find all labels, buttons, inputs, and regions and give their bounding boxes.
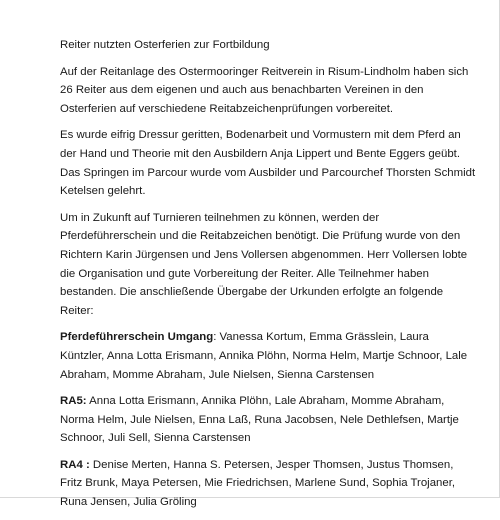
paragraph-training: Es wurde eifrig Dressur geritten, Bodenarbeit und Vormustern mit dem Pferd an der Hand und Theorie mit den Ausbildern Anja Lippert und Bente Eggers geübt. Das Springen im Parcour wurde vom Ausbilder und Parcourchef Thorsten Schmidt Ketelsen gelehrt. — [60, 129, 476, 198]
award-pferdefuehrerschein — [60, 328, 476, 384]
award-label: Pferdeführerschein Umgang — [60, 331, 214, 344]
award-names: Anna Lotta Erismann, Annika Plöhn, Lale Abraham, Momme Abraham, Norma Helm, Jule Nielsen, Enna Laß, Runa Jacobsen, Nele Dethlefsen, Martje Schnoor, Juli Sell, Sienna Carstensen — [60, 395, 459, 445]
award-names: Vanessa Kortum, Emma Grässlein, Laura Küntzler, Anna Lotta Erismann, Annika Plöhn, Norma Helm, Martje Schnoor, Lale Abraham, Momme Abraham, Jule Nielsen, Sienna Carstensen — [60, 331, 468, 381]
paragraph-intro: Auf der Reitanlage des Ostermooringer Reitverein in Risum-Lindholm haben sich 26 Reiter aus dem eigenen und auch aus benachbarten Vereinen in den Osterferien auf verschiedene Reitabzeichenprüfungen vorbereitet. — [60, 65, 469, 115]
document-title: Reiter nutzten Osterferien zur Fortbildung — [60, 39, 270, 51]
award-separator: : — [213, 331, 220, 344]
paragraph-exam: Um in Zukunft auf Turnieren teilnehmen zu können, werden der Pferdeführerschein und die Reitabzeichen benötigt. Die Prüfung wurde von den Richtern Karin Jürgensen und Jens Vollersen abgenommen. Herr Vollersen lobte die Organisation und gute Vorbereitung der Reiter. Alle Teilnehmer haben bestanden. Die anschließende Übergabe der Urkunden erfolgte an folgende Reiter: — [60, 211, 468, 317]
award-ra5 — [60, 392, 476, 448]
award-names: Denise Merten, Hanna S. Petersen, Jesper Thomsen, Justus Thomsen, Fritz Brunk, Maya Petersen, Mie Friedrichsen, Marlene Sund, Sophia Trojaner, Runa Jensen, Julia Gröling — [60, 458, 456, 509]
document-body — [60, 36, 476, 520]
award-label: RA4 : — [60, 458, 90, 471]
award-ra4 — [60, 456, 476, 512]
award-label: RA5: — [60, 395, 87, 408]
